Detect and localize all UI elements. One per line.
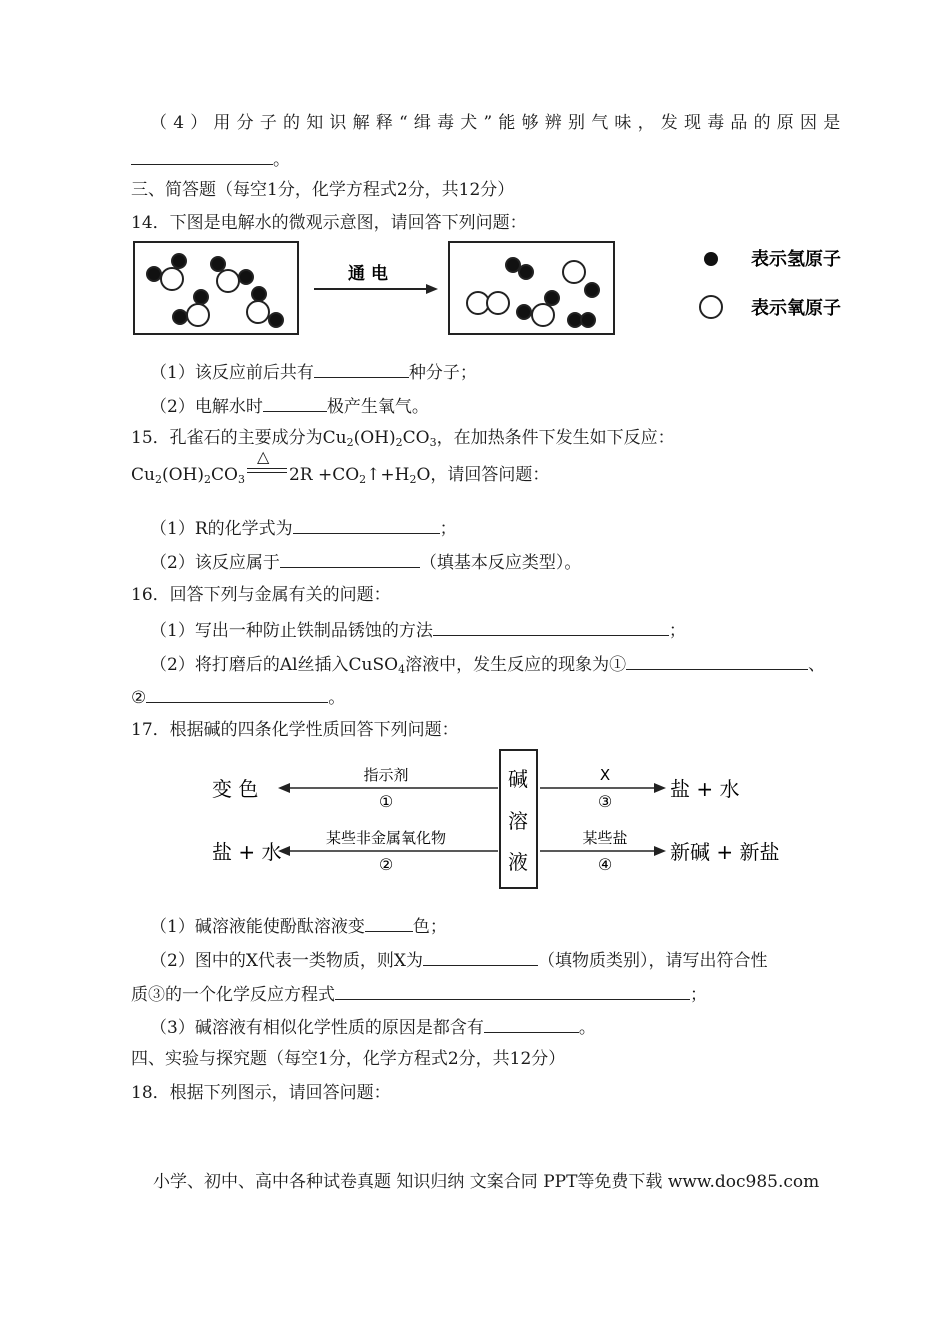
label-nonmetal-oxide: 某些非金属氧化物 [325,829,447,847]
heating-condition [245,447,289,480]
section3-title: 三、简答题（每空1分，化学方程式2分，共12分） [131,180,515,200]
answer-blank[interactable] [433,617,669,636]
label-num-2: ② [378,855,394,874]
q16-part2: （2）将打磨后的Al丝插入CuSO$_4$溶液中，发生反应的现象为① 、 [150,651,825,682]
answer-blank[interactable] [131,146,273,165]
answer-blank[interactable] [626,651,808,670]
q17-title: 17．根据碱的四条化学性质回答下列问题： [131,720,459,740]
label-num-4: ④ [597,855,613,874]
answer-blank[interactable] [335,981,690,1000]
base-properties-diagram [200,744,800,894]
oxygen-atom-icon [700,296,722,318]
answer-blank[interactable] [423,947,538,966]
q14-part1: （1）该反应前后共有 种分子； [150,359,477,385]
label-x: X [599,766,611,784]
legend-oxygen: 表示氧原子 [751,298,841,319]
legend-hydrogen: 表示氢原子 [751,249,841,270]
electrolysis-diagram [120,232,880,342]
q16-part2-line2: ② 。 [131,684,345,710]
center-char-1: 碱 [508,767,528,791]
product-molecules-after [467,258,599,327]
answer-blank[interactable] [484,1014,579,1033]
q15-equation: $Cu_2(OH)_2CO_3$ △ $2R +CO_2↑+H_2O$，请回答问题： [131,447,550,486]
answer-blank[interactable] [365,913,413,932]
center-char-2: 溶 [508,809,528,833]
q16-part1: （1）写出一种防止铁制品锈蚀的方法 ； [150,617,686,643]
label-some-salts: 某些盐 [582,829,628,847]
q15-part1: （1）R的化学式为 ； [150,515,457,541]
q15-title: 15．孔雀石的主要成分为$Cu_2(OH)_2CO_3$，在加热条件下发生如下反应： [131,428,675,449]
answer-blank[interactable] [280,549,420,568]
q14-part2: （2）电解水时 极产生氧气。 [150,393,429,419]
section4-title: 四、实验与探究题（每空1分，化学方程式2分，共12分） [131,1049,566,1069]
q17-part1: （1）碱溶液能使酚酞溶液变 色； [150,913,447,939]
q15-part2: （2）该反应属于 （填基本反应类型）。 [150,549,581,575]
result-salt-water-left: 盐 + 水 [212,840,282,864]
q17-part2: （2）图中的X代表一类物质，则X为 （填物质类别），请写出符合性 [150,947,768,973]
q17-part3: （3）碱溶液有相似化学性质的原因是都含有 。 [150,1014,596,1040]
label-num-1: ① [378,792,394,811]
answer-blank[interactable] [146,684,328,703]
result-color-change: 变 色 [212,777,259,801]
result-salt-water-right: 盐 + 水 [670,777,740,801]
label-num-3: ③ [597,792,613,811]
center-char-3: 液 [508,850,528,874]
answer-blank[interactable] [263,393,327,412]
label-indicator: 指示剂 [363,766,409,784]
water-molecules-before [147,254,283,327]
page-footer: 小学、初中、高中各种试卷真题 知识归纳 文案合同 PPT等免费下载 www.doc985.com [153,1172,820,1192]
answer-blank[interactable] [314,359,409,378]
q16-title: 16．回答下列与金属有关的问题： [131,585,391,605]
q17-part2-line2: 质③的一个化学反应方程式 ； [131,981,707,1007]
hydrogen-atom-icon [704,252,718,266]
delta-symbol: △ [256,447,270,466]
q14-title: 14．下图是电解水的微观示意图，请回答下列问题： [131,213,527,233]
answer-blank[interactable] [293,515,440,534]
q13-part4-answer-line: 。 [131,146,290,172]
q18-title: 18．根据下列图示，请回答问题： [131,1083,391,1103]
arrow-label: 通 电 [348,264,388,284]
result-new-base-new-salt: 新碱 + 新盐 [670,840,780,864]
q13-part4-text: （4）用分子的知识解释“缉毒犬”能够辨别气味，发现毒品的原因是 [150,113,847,133]
